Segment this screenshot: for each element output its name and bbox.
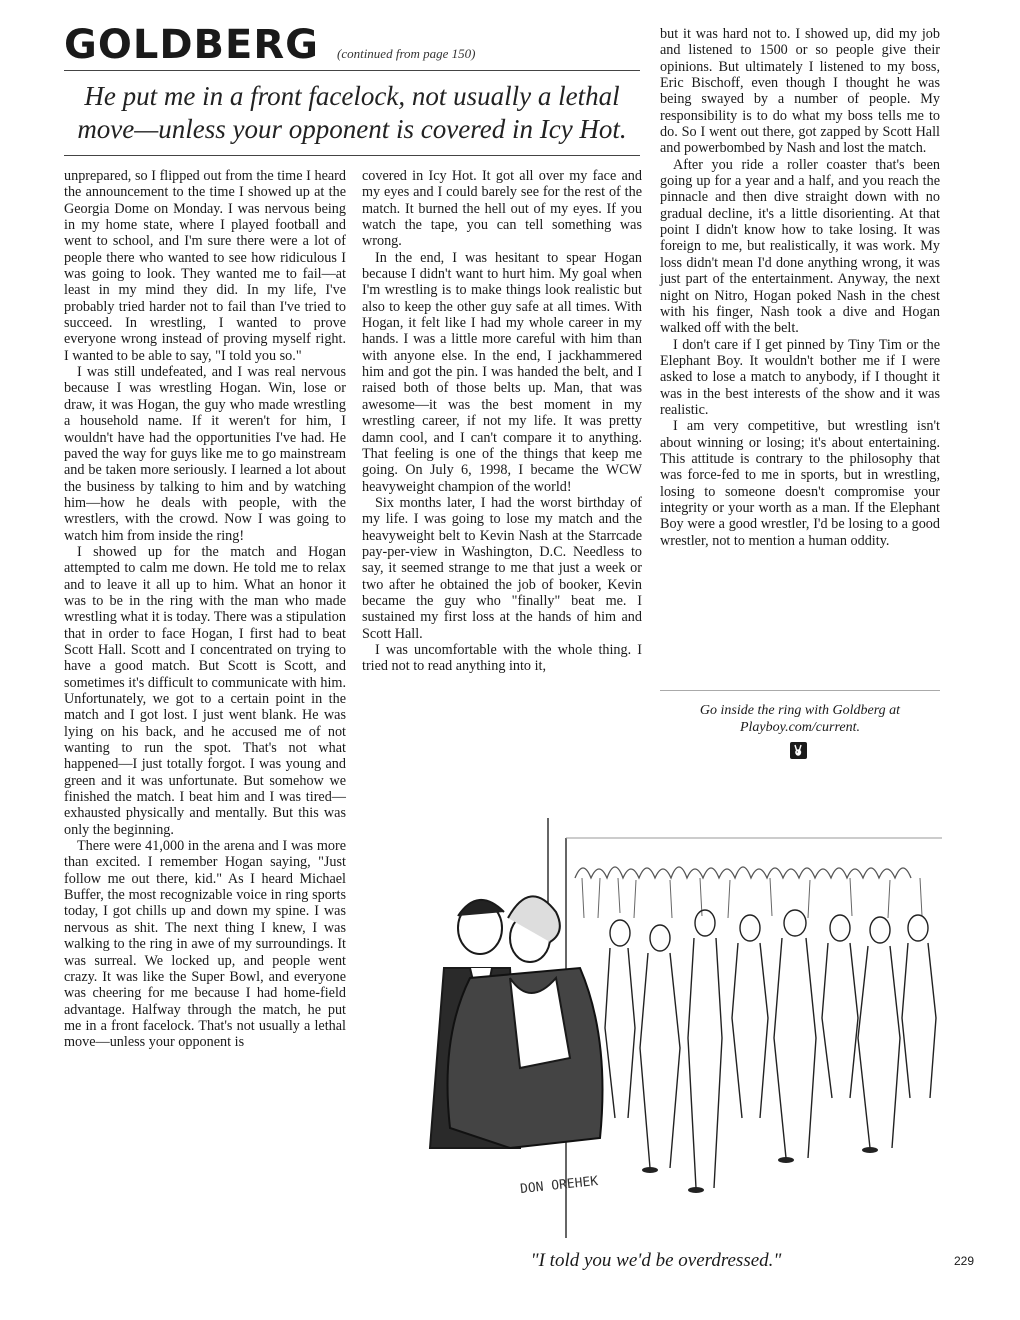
article-title: GOLDBERG xyxy=(64,22,319,68)
text-column-3 xyxy=(660,26,940,549)
header-rule xyxy=(64,70,640,71)
paragraph: covered in Icy Hot. It got all over my face and my eyes and I could barely see for the rest of the match. It burned the hell out of my eyes. If you watch the tape, you can tell something was wrong. xyxy=(362,168,642,250)
promo-rule xyxy=(660,690,940,691)
paragraph: After you ride a roller coaster that's been going up for a year and a half, and you reach the pinnacle and then dive straight down with no gradual decline, it's a little disorienting. At that point I didn't know how to take losing. It was foreign to me, but realistically, it was work. My loss didn't mean I'd done anything wrong, it was just part of the entertainment. Anyway, the next night on Nitro, Hogan poked Nash in the chest with his finger, Nash took a dive and Hogan walked off with the belt. xyxy=(660,156,940,337)
cartoon-illustration xyxy=(370,818,942,1238)
cartoonist-signature: DON OREHEK xyxy=(519,1173,599,1198)
paragraph: I am very competitive, but wrestling isn't about winning or losing; it's about entertaining. This attitude is contrary to the philosophy that was force-fed to me in sports, but in wrestling, losing to someone doesn't compromise your integrity or your worth as a man. If the Elephant Boy were a good wrestler, I'd be losing to a good wrestler, not to mention a human oddity. xyxy=(660,418,940,549)
page-number: 229 xyxy=(954,1254,975,1268)
text-column-1 xyxy=(64,168,346,1051)
text-column-2 xyxy=(362,168,642,675)
paragraph: There were 41,000 in the arena and I was more than excited. I remember Hogan saying, "Just follow me out there, kid." As I heard Michael Buffer, the most recognizable voice in ring sports today, I got chills up and down my spine. I was nervous as shit. The next thing I knew, I was walking to the ring in awe of my surroundings. It was surreal. We locked up, and people went crazy. It was like the Super Bowl, and everyone was cheering for me because I had home-field advantage. Halfway through the match, he put me in a front facelock. That's not usually a lethal move—unless your opponent is xyxy=(64,838,346,1051)
web-promo: Go inside the ring with Goldberg at Playboy.com/current. xyxy=(699,703,901,735)
cartoon-caption: "I told you we'd be overdressed." xyxy=(530,1250,782,1271)
continued-note: (continued from page 150) xyxy=(336,46,476,61)
paragraph: but it was hard not to. I showed up, did my job and listened to 1500 or so people give their opinions. But ultimately I listened to my boss, Eric Bischoff, even though I thought he was being swayed by a number of people. My responsibility is to do what my boss tells me to do. So I went out there, got zapped by Scott Hall and powerbombed by Nash and lost the match. xyxy=(660,26,940,157)
pull-quote: He put me in a front facelock, not usually a lethal move—unless your opponent is covered in Icy Hot. xyxy=(77,81,627,144)
paragraph: unprepared, so I flipped out from the time I heard the announcement to the time I showed up at the Georgia Dome on Monday. I was nervous being in my home state, where I played football and went to school, and I'm sure there were a lot of people there who wanted to see how ridiculous I was going to look. They wanted me to fail—at least in my mind they did. In my life, I've probably tried harder not to fail than I've tried to succeed. In wrestling, I wanted to prove everyone wrong instead of proving myself right. I wanted to be able to say, "I told you so." xyxy=(64,168,346,364)
paragraph: In the end, I was hesitant to spear Hogan because I didn't want to hurt him. My goal when I'm wrestling is to make things look realistic but also to keep the other guy safe at all times. With Hogan, it felt like I had my whole career in my hands. I was a little more careful with him than with anyone else. In the end, I jackhammered him and got the pin. I was handed the belt, and I raised both of those belts up. Man, that was awesome—it was the best moment in my wrestling career, if not my life. It was pretty damn cool, and I can't compare it to anything. That feeling is one of the things that keep me going. On July 6, 1998, I became the WCW heavyweight champion of the world! xyxy=(362,249,642,495)
rabbit-logo-icon xyxy=(790,742,807,759)
paragraph: Six months later, I had the worst birthday of my life. I was going to lose my match and the heavyweight belt to Kevin Nash at the Starrcade pay-per-view in Washington, D.C. Needless to say, it seemed strange to me that just a week or two after he obtained the job of booker, Kevin became the guy who "finally" beat me. I sustained my first loss at the hands of him and Scott Hall. xyxy=(362,494,642,642)
article-header xyxy=(64,22,640,68)
paragraph: I showed up for the match and Hogan attempted to calm me down. He told me to relax and to leave it all up to him. What an honor it was to be in the ring with the man who made wrestling what it is today. There was a stipulation that in order to face Hogan, I first had to beat Scott Hall. Scott and I concentrated on trying to have a good match. But Scott is Scott, and sometimes it's difficult to communicate with him. Unfortunately, we got to a certain point in the match and I got lost. I just went blank. He was lying on his back, and he accused me of not wanting to run the spot. That's not what happened—I just totally forgot. I was young and green and it was unfortunate. But somehow we finished the match. I beat him and I was tired—exhausted physically and mentally. But this was only the beginning. xyxy=(64,543,346,838)
pullquote-rule xyxy=(64,155,640,156)
paragraph: I don't care if I get pinned by Tiny Tim or the Elephant Boy. It wouldn't bother me if I were asked to lose a match to anybody, if I thought it was in the best interests of the show and it was realistic. xyxy=(660,336,940,418)
paragraph: I was uncomfortable with the whole thing. I tried not to read anything into it, xyxy=(362,641,642,675)
paragraph: I was still undefeated, and I was real nervous because I was wrestling Hogan. Win, lose or draw, it was Hogan, the guy who made wrestling a household name. If it weren't for him, I wouldn't have had the opportunities I've had. He paved the way for guys like me to go mainstream and be taken more seriously. I learned a lot about the business by talking to him and by watching him—how he deals with people, with the wrestlers, with the crowd. Now I was going to watch him from inside the ring! xyxy=(64,364,346,544)
